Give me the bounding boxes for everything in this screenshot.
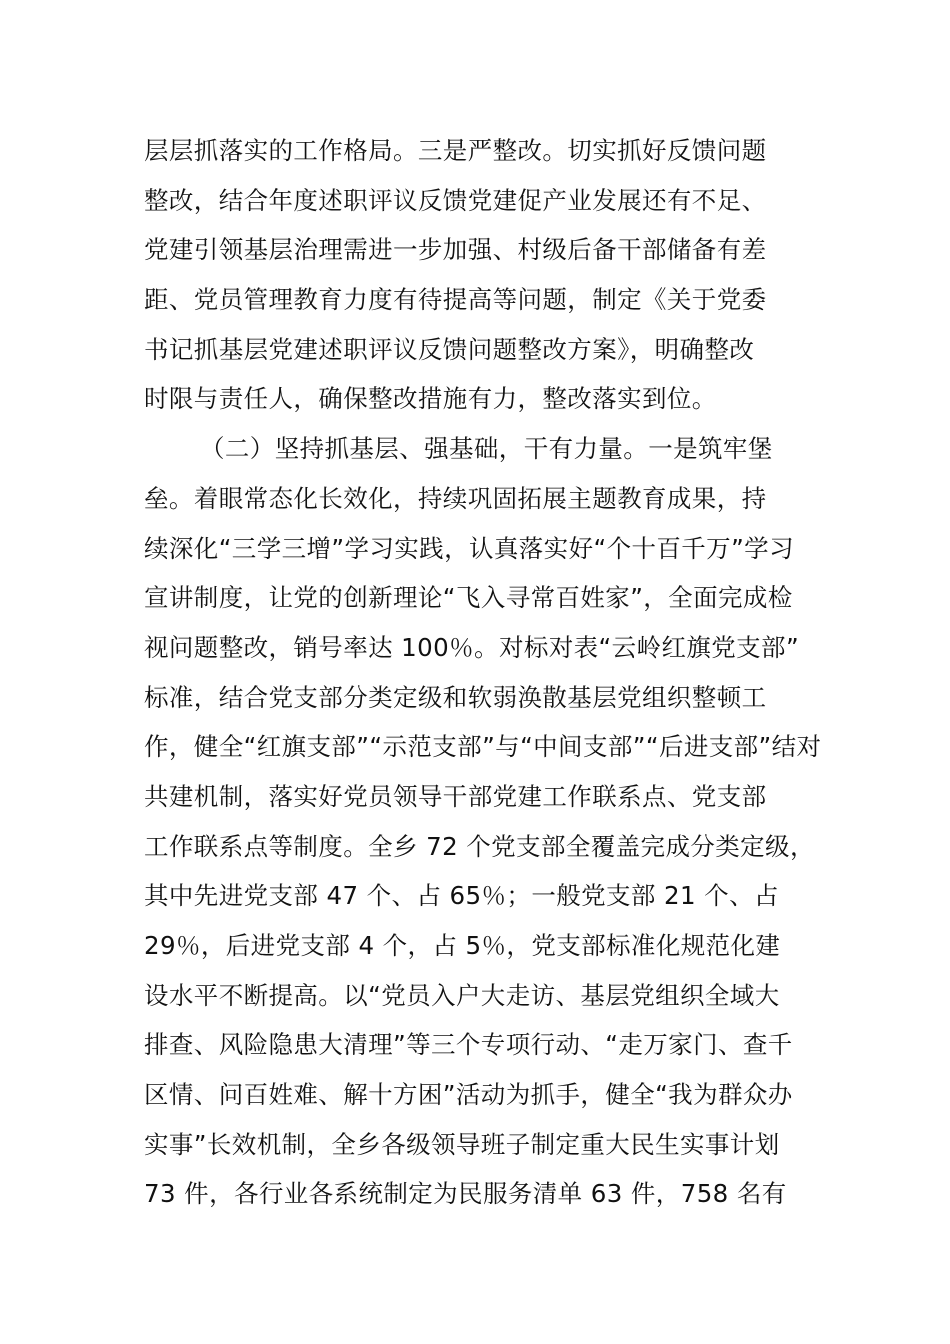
text-line: 宣讲制度，让党的创新理论“飞入寻常百姓家”，全面完成检 (144, 583, 793, 613)
text-line: 整改，结合年度述职评议反馈党建促产业发展还有不足、 (144, 185, 767, 215)
text-line: 实事”长效机制，全乡各级领导班子制定重大民生实事计划 (144, 1129, 780, 1159)
text-line: 区情、问百姓难、解十方困”活动为抓手，健全“我为群众办 (144, 1080, 793, 1110)
text-line: 73 件，各行业各系统制定为民服务清单 63 件，758 名有 (144, 1179, 787, 1209)
text-line: 设水平不断提高。以“党员入户大走访、基层党组织全域大 (144, 980, 780, 1010)
text-line: 标准，结合党支部分类定级和软弱涣散基层党组织整顿工 (144, 682, 767, 712)
text-line: 党建引领基层治理需进一步加强、村级后备干部储备有差 (144, 235, 767, 265)
text-line: 共建机制，落实好党员领导干部党建工作联系点、党支部 (144, 781, 767, 811)
body-text (144, 126, 844, 1219)
text-line: 其中先进党支部 47 个、占 65％；一般党支部 21 个、占 (144, 881, 779, 911)
text-line: 层层抓落实的工作格局。三是严整改。切实抓好反馈问题 (144, 136, 767, 165)
text-line: 工作联系点等制度。全乡 72 个党支部全覆盖完成分类定级， (144, 831, 815, 861)
text-line: 29％，后进党支部 4 个，占 5％，党支部标准化规范化建 (144, 931, 781, 960)
text-line: 距、党员管理教育力度有待提高等问题，制定《关于党委 (144, 285, 767, 315)
text-line: 续深化“三学三增”学习实践，认真落实好“个十百千万”学习 (144, 533, 794, 563)
text-line: 排查、风险隐患大清理”等三个专项行动、“走万家门、查千 (144, 1030, 793, 1060)
text-line: 时限与责任人，确保整改措施有力，整改落实到位。 (144, 384, 717, 414)
text-line: 视问题整改，销号率达 100％。对标对表“云岭红旗党支部” (144, 632, 800, 662)
text-line: 作，健全“红旗支部”“示范支部”与“中间支部”“后进支部”结对 (144, 732, 822, 762)
section-heading-line: （二）坚持抓基层、强基础，干有力量。一是筑牢堡 (200, 434, 773, 464)
text-line: 垒。着眼常态化长效化，持续巩固拓展主题教育成果，持 (144, 483, 767, 513)
text-line: 书记抓基层党建述职评议反馈问题整改方案》，明确整改 (144, 334, 755, 364)
